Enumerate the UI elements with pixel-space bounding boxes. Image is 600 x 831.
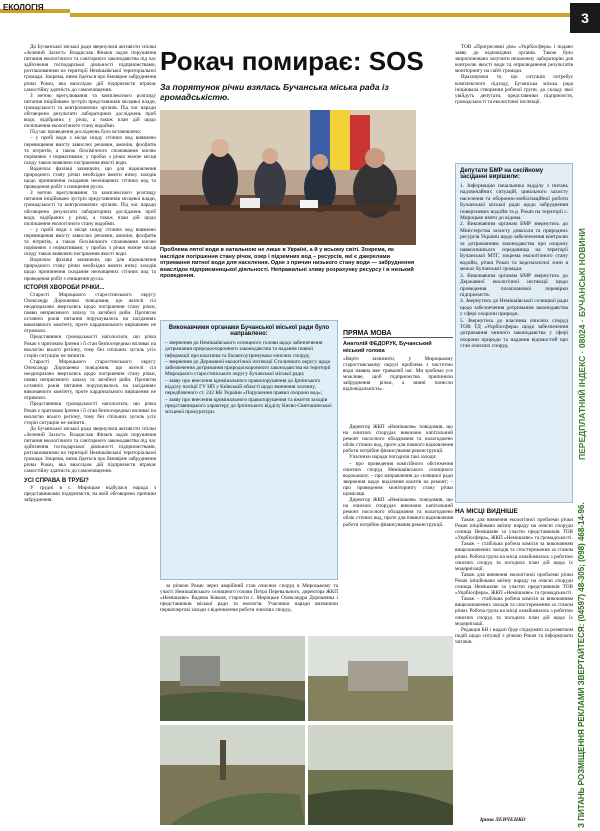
photo-caption: Проблема пятої води в натальною не лише в Україні, а й у всьому світі. Зокрема, як наслідок погіршення стану річок, озер і підземних вод – ресурсів, які є джерелами отримання питної води для населення. Одне з причин низького стану води — забруднення внаслідок підприємницької діяльності. Неправильні зливу розрахунку ресурсу і в низький проведення. xyxy=(160,247,415,280)
paragraph: Водночас фахівці зазначили, що для відновлення природного стану річки необхідно вжити низку заходів щодо припинення скидання неочищених стічних вод та проведення робіт з очищення русла. xyxy=(24,257,156,282)
article-subhead: За порятунок річки взялась Бучанська міська рада із громадськістю. xyxy=(160,82,389,102)
column-4-lower xyxy=(455,508,573,817)
paragraph: З метою врегулювання та комплексного розгляду питання ініційовано зустріч представників місцевої влади, громадськості та контролюючих органів. Під час наради обговорено результати лабораторних досліджень проб води, відібраних у річці, а також план дій щодо поліпшення екологічного стану водойми. xyxy=(24,190,156,227)
paragraph: Редакція БН і надалі буде слідкувати за розвитком подій щодо ситуації з річкою Рокач та інформувати читачів. xyxy=(455,626,573,645)
ad-contact-text: З ПИТАНЬ РОЗМІЩЕННЯ РЕКЛАМИ ЗВЕРТАЙТЕСЯ: (04597) 48-305; (098) 468-14-96. xyxy=(577,502,586,828)
decision-box xyxy=(455,163,573,503)
paragraph: До Бучанської міської ради звернулися активісти спілки «Зелений Захист» Владислав Фінаєв задля порушення питання екологічного та санітарного законодавства під час здійснення господарської діяльності підприємствами, розташованими на території Немішаївської територіальної громади. Зокрема, ними йдеться про ймовірне забруднення річки Рокач, яка внаслідок дій підприємств втрачає самостійну здатність до самоочищення. xyxy=(24,425,156,475)
paragraph: ТОВ «Прогресивні дім» «Укрбіосфера» і подано заяву до відповідних органів. Також було запропоновано залучити незалежну лабораторію для контролю якості води та оприлюднення результатів моніторингу на сайті громади. xyxy=(455,44,573,75)
paragraph: Враховуючи те, що ситуація потребує комплексного підходу, Бучанська міська рада ініціювала створення робочої групи, до складу якої увійдуть депутати, представники підприємств, громадськості та екологічної інспекції. xyxy=(455,74,573,105)
paragraph: – у пробі води з місця скиду стічних вод виявлено перевищення вмісту завислих речовин, амонію, фосфатів та нітритів, а також біохімічного споживання кисню порівняно з нормативами; у пробах з річки нижче місця скиду також виявлено погіршення якості води. xyxy=(24,226,156,258)
paragraph: У грудні в с. Мироцьке відбулася нарада з представниками підприємств, на якій обговорено причини забруднення. xyxy=(24,484,156,503)
header-rule xyxy=(70,13,570,17)
quote-block xyxy=(343,330,453,420)
paragraph: Директор ЖКП «Немішаєве» повідомив, що на очисних спорудах виконано капітальний ремонт насосного обладнання та налагоджено облік стічних вод, проте для повного відновлення роботи потрібне фінансування реконструкції. xyxy=(343,497,453,528)
paper-name: ПЕРЕДПЛАТНИЙ ІНДЕКС · 08024 · БУЧАНСЬКІ НОВИНИ xyxy=(577,228,587,460)
paragraph: Під час проведення досліджень було встановлено: xyxy=(30,129,142,136)
paragraph: Старості Мироцького старостинського округу Олександр Дорошенко повідомив, що жителі сіл неодноразово звертались щодо погіршення стану річки, появи неприємного запаху та загибелі риби. Протягом останніх років питання порушувалось на засіданнях виконавчого комітету, проте кардинального вирішення не отримало. xyxy=(24,358,156,402)
quote-label: ПРЯМА МОВА xyxy=(343,330,453,338)
paragraph: Представники громадськості наголосили, що річка Рокач є притокою Ірпеня і її стан безпосередньо впливає на екологію всього регіону, тому без спільних зусиль усіх сторін ситуацію не змінити. xyxy=(24,401,156,426)
actions-box xyxy=(160,320,338,580)
meeting-photo xyxy=(160,110,416,245)
paragraph: Учасники наради погодили такі заходи: xyxy=(349,454,437,461)
quote-text: «Варто зазначити, у Мироцькому старостинському окрузі проблема з чистотою води наявна вже тривалий час. Ми зробимо усе можливе, щоб підприємства припинили забруднення річки, а винні понесли відповідальність». xyxy=(343,356,453,393)
paragraph: До Бучанської міської ради звернулися активісти спілки «Зелений Захист» Владислав Фінаєв задля порушення питання екологічного та санітарного законодавства під час здійснення господарської діяльності підприємствами, розташованими на території Немішаївської територіальної громади. Зокрема, ними йдеться про ймовірне забруднення річки Рокач, яка внаслідок дій підприємств втрачає самостійну здатність до самоочищення. xyxy=(24,44,156,93)
paragraph: Також – стабільна робоча комісія за виконанням вищезазначених заходів та спостереження за станом річки. Робоча група на місці ознайомилась з роботою очисних споруд та погодила план дій щодо їх модернізації. xyxy=(455,541,573,572)
decision-item: 1. Інформацію начальника відділу з питань надзвичайних ситуацій, цивільного захисту населення та оборонно-мобілізаційної роботи Бучанської міської ради щодо забруднення поверхневих водойм та р. Рокач на території с. Мироцьке взяти до відома. xyxy=(460,183,568,222)
river-photo-2 xyxy=(160,725,305,825)
actions-box-title: Виконавчими органами Бучанської міської ради було направлено: xyxy=(168,325,330,337)
actions-item: – звернення до Немішаївського селищного голови щодо забезпечення дотримання природоохоронного законодавства та надання повної інформації про власника та балансоутримувача очисних споруд; xyxy=(165,340,323,359)
quote-author: Анатолій ФЕДОРУК, Бучанський міський голова xyxy=(343,341,432,354)
paragraph: – у пробі води з місця скиду стічних вод виявлено перевищення вмісту завислих речовин, амонію, фосфатів та нітритів, а також біохімічного споживання кисню порівняно з нормативами; у пробах з річки нижче місця скиду також виявлено погіршення якості води. xyxy=(24,135,156,166)
decision-item: 4. Звернутись до Немішаївської селищної ради щодо забезпечення дотримання законодавства у сфері охорони природи. xyxy=(460,298,568,318)
paragraph: Представники громадськості наголосили, що річка Рокач є притокою Ірпеня і її стан безпосередньо впливає на екологію всього регіону, тому без спільних зусиль усіх сторін ситуацію не змінити. xyxy=(24,334,156,359)
paragraph: Також для вивчення екологічної проблеми річки Рокач ініційовано виїзну нараду на очисні споруди селища Немішаєве за участю представників ТОВ «Укрбіосфера», ЖКП «Немішаєве» та громадськості. xyxy=(455,571,573,597)
decision-item: 5. Звернутись до власника очисних споруд ТОВ ТД «Укрбіосфера» щодо забезпечення дотримання чинного законодавства у сфері охорони природи та надання відомостей про стан очисних споруд. xyxy=(460,317,568,350)
paragraph: – про проведення комісійного обстеження очисних споруд Немішаївського селищного водоканалу; – про направлення до селищної ради звернення щодо виділення коштів на ремонт; – про проведення моніторингу стану річки щомісяця. xyxy=(343,460,453,498)
subheading-history: ІСТОРІЯ ХВОРОБИ РІЧКИ... xyxy=(24,284,105,291)
paragraph: Директор ЖКП «Немішаєве» повідомив, що на очисних спорудах виконано капітальний ремонт насосного обладнання та налагоджено облік стічних вод, проте для повного відновлення роботи потрібне фінансування реконструкції. xyxy=(343,424,453,455)
paragraph: Старості Мироцького старостинського округу Олександр Дорошенко повідомив, що жителі сіл неодноразово звертались щодо погіршення стану річки, появи неприємного запаху та загибелі риби. Протягом останніх років питання порушувалось на засіданнях виконавчого комітету, проте кардинального вирішення не отримало. xyxy=(24,291,156,335)
subheading-pipe: УСІ СПРАВА В ТРУБІ? xyxy=(24,477,89,484)
actions-item: – звернення до Державної екологічної інспекції Столичного округу щодо забезпечення дотримання природоохоронного законодавства на території Мироцького старостинського округу Бучанської міської ради; xyxy=(165,358,331,378)
paragraph: за річкою Рокач через аварійний стан очисних споруд в Мироцькому та участі Немішаївського селищного голови Петра Перевального, директора ЖКП «Немішаєве» Вадима Коваля, старости с. Мироцьке Олександра Дорошенка і представників міської ради та екологів. Учасники наради визначили першочергові заходи з відновлення роботи очисних споруд. xyxy=(160,583,338,614)
river-photo-4 xyxy=(308,725,453,825)
column-3-lower xyxy=(343,424,453,632)
column-4-top xyxy=(455,44,573,160)
paragraph: З метою врегулювання та комплексного розгляду питання ініційовано зустріч представників місцевої влади, громадськості та контролюючих органів. Під час наради обговорено результати лабораторних досліджень проб води, відібраних у річці, а також план дій щодо поліпшення екологічного стану водойми. xyxy=(24,92,156,130)
column-1 xyxy=(24,44,156,822)
paper-name-strip xyxy=(577,40,599,460)
decision-item: 3. Виконавчим органам БМР звернутись до Державної екологічної інспекції щодо проведення позапланової перевірки підприємств. xyxy=(460,272,568,298)
river-photo-3 xyxy=(308,636,453,721)
paragraph: Водночас фахівці зазначили, що для відновлення природного стану річки необхідно вжити низку заходів щодо припинення скидання неочищених стічних вод та проведення робіт з очищення русла. xyxy=(24,165,156,191)
decision-item: 2. Виконавчим органам БМР звернутись до Міністерства захисту довкілля та природних ресурсів України щодо забезпечення контролю за дотриманням законодавства про охорону навколишнього середовища на території Бучанської МТГ, зокрема екологічного стану водойм, річки Рокач та водозахисної зони в межах Бучанської громади. xyxy=(460,221,568,273)
page-number: 3 xyxy=(570,3,600,33)
author-signature: Ірина ЛЕВЧЕНКО xyxy=(480,817,526,823)
section-label: ЕКОЛОГІЯ xyxy=(0,0,70,13)
paragraph: Також – стабільна робоча комісія за виконанням вищезазначених заходів та спостереження за станом річки. Робоча група на місці ознайомилась з роботою очисних споруд та погодила план дій щодо їх модернізації. xyxy=(455,596,573,627)
river-photo-1 xyxy=(160,636,305,721)
paragraph: Також для вивчення екологічної проблеми річки Рокач ініційовано виїзну нараду на очисні споруди селища Немішаєве за участю представників ТОВ «Укрбіосфера», ЖКП «Немішаєве» та громадськості. xyxy=(455,517,573,542)
actions-item: – заяву про внесення кримінального правопорушення та вжиття заходів представницького характеру до Ірпінського відділу Києво-Святошинської місцевої прокуратури. xyxy=(165,396,332,416)
actions-item: – заяву про внесення кримінального правопорушення до Ірпінського відділу поліції ГУ НП у Київській області щодо вчинення злочину, передбаченого ст. 242 КК України «Порушення правил охорони вод»; xyxy=(165,377,323,397)
column-2-lower xyxy=(160,583,338,633)
article-headline: Рокач помирає: SOS xyxy=(160,46,424,76)
decision-box-title: Депутати БМР на сесійному засіданні вирішили: xyxy=(460,168,544,180)
ad-contact-strip xyxy=(577,460,599,828)
subheading-on-site: НА МІСЦІ ВИДНІШЕ xyxy=(455,508,518,515)
